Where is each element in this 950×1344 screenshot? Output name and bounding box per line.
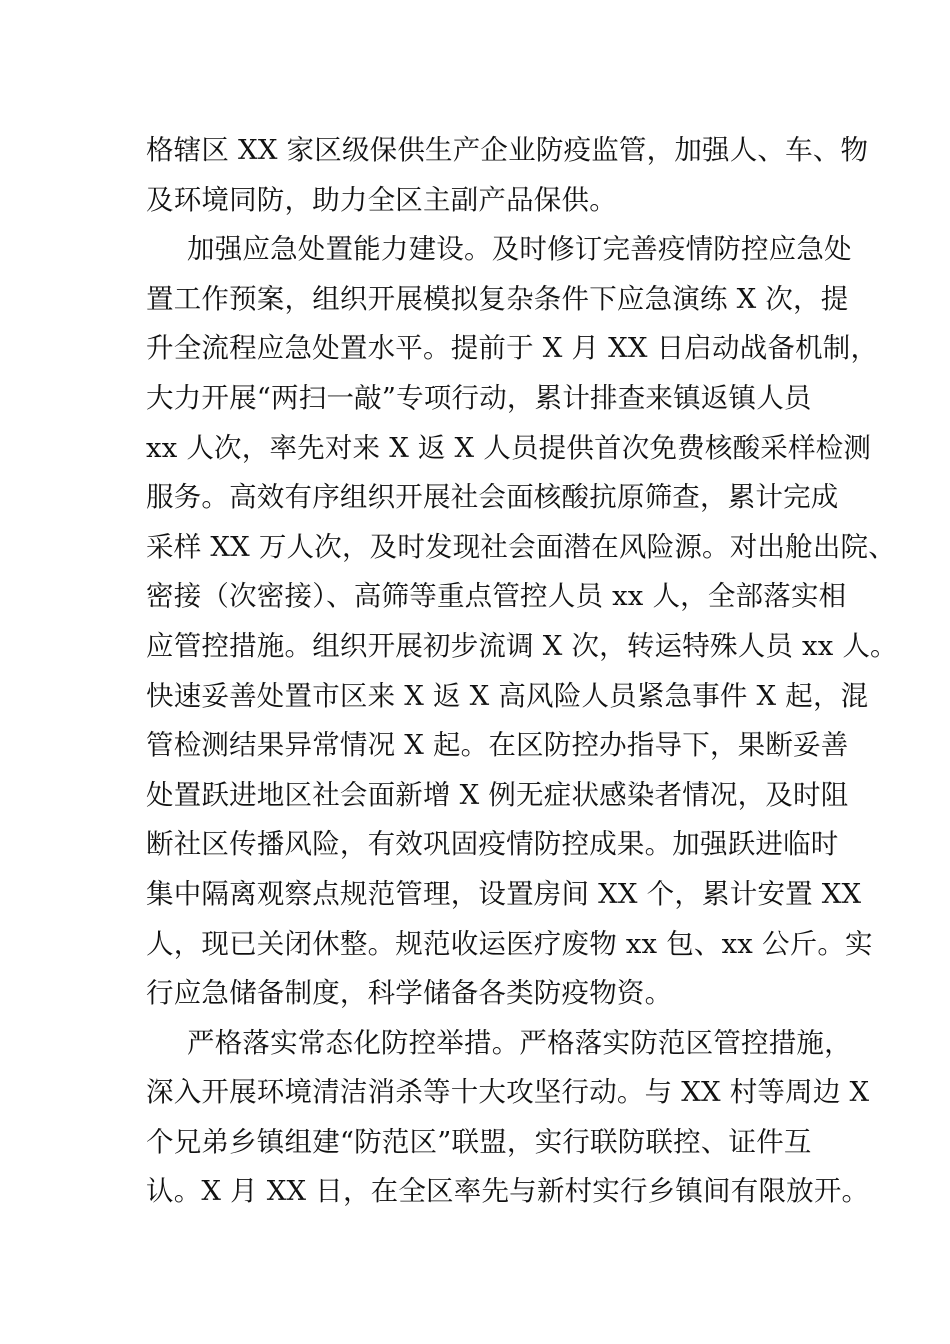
document-body: [146, 126, 898, 1217]
text-line: 断社区传播风险，有效巩固疫情防控成果。加强跃进临时: [146, 828, 839, 861]
text-line: 置工作预案，组织开展模拟复杂条件下应急演练 X 次，提: [146, 282, 849, 315]
text-line: 应管控措施。组织开展初步流调 X 次，转运特殊人员 xx 人。: [146, 629, 898, 662]
paragraph-emergency-response: [146, 225, 898, 1019]
text-line: 快速妥善处置市区来 X 返 X 高风险人员紧急事件 X 起，混: [146, 679, 869, 712]
text-line: 密接（次密接）、高筛等重点管控人员 xx 人，全部落实相: [146, 580, 847, 613]
text-line: 升全流程应急处置水平。提前于 X 月 XX 日启动战备机制，: [146, 332, 879, 365]
text-line: 服务。高效有序组织开展社会面核酸抗原筛查，累计完成: [146, 481, 839, 514]
text-line: 认。X 月 XX 日，在全区率先与新村实行乡镇间有限放开。: [146, 1175, 870, 1208]
text-line: 采样 XX 万人次，及时发现社会面潜在风险源。对出舱出院、: [146, 530, 896, 563]
text-line: 人，现已关闭休整。规范收运医疗废物 xx 包、xx 公斤。实: [146, 927, 873, 960]
text-line: 管检测结果异常情况 X 起。在区防控办指导下，果断妥善: [146, 729, 849, 762]
text-line: 处置跃进地区社会面新增 X 例无症状感染者情况，及时阻: [146, 778, 849, 811]
text-line: 格辖区 XX 家区级保供生产企业防疫监管，加强人、车、物: [146, 134, 869, 166]
text-line: 及环境同防，助力全区主副产品保供。: [146, 183, 617, 216]
text-line: 行应急储备制度，科学储备各类防疫物资。: [146, 977, 673, 1010]
text-line: 加强应急处置能力建设。及时修订完善疫情防控应急处: [187, 233, 852, 266]
text-line: 个兄弟乡镇组建“防范区”联盟，实行联防联控、证件互: [146, 1125, 812, 1158]
text-line: 大力开展“两扫一敲”专项行动，累计排查来镇返镇人员: [146, 381, 812, 414]
text-line: 深入开展环境清洁消杀等十大攻坚行动。与 XX 村等周边 X: [146, 1076, 870, 1109]
text-line: 严格落实常态化防控举措。严格落实防范区管控措施，: [187, 1026, 852, 1059]
text-line: xx 人次，率先对来 X 返 X 人员提供首次免费核酸采样检测: [146, 431, 872, 464]
text-line: 集中隔离观察点规范管理，设置房间 XX 个，累计安置 XX: [146, 877, 862, 910]
paragraph-normalized-prevention: [146, 1019, 870, 1217]
paragraph-supply-enterprises: [146, 126, 869, 225]
